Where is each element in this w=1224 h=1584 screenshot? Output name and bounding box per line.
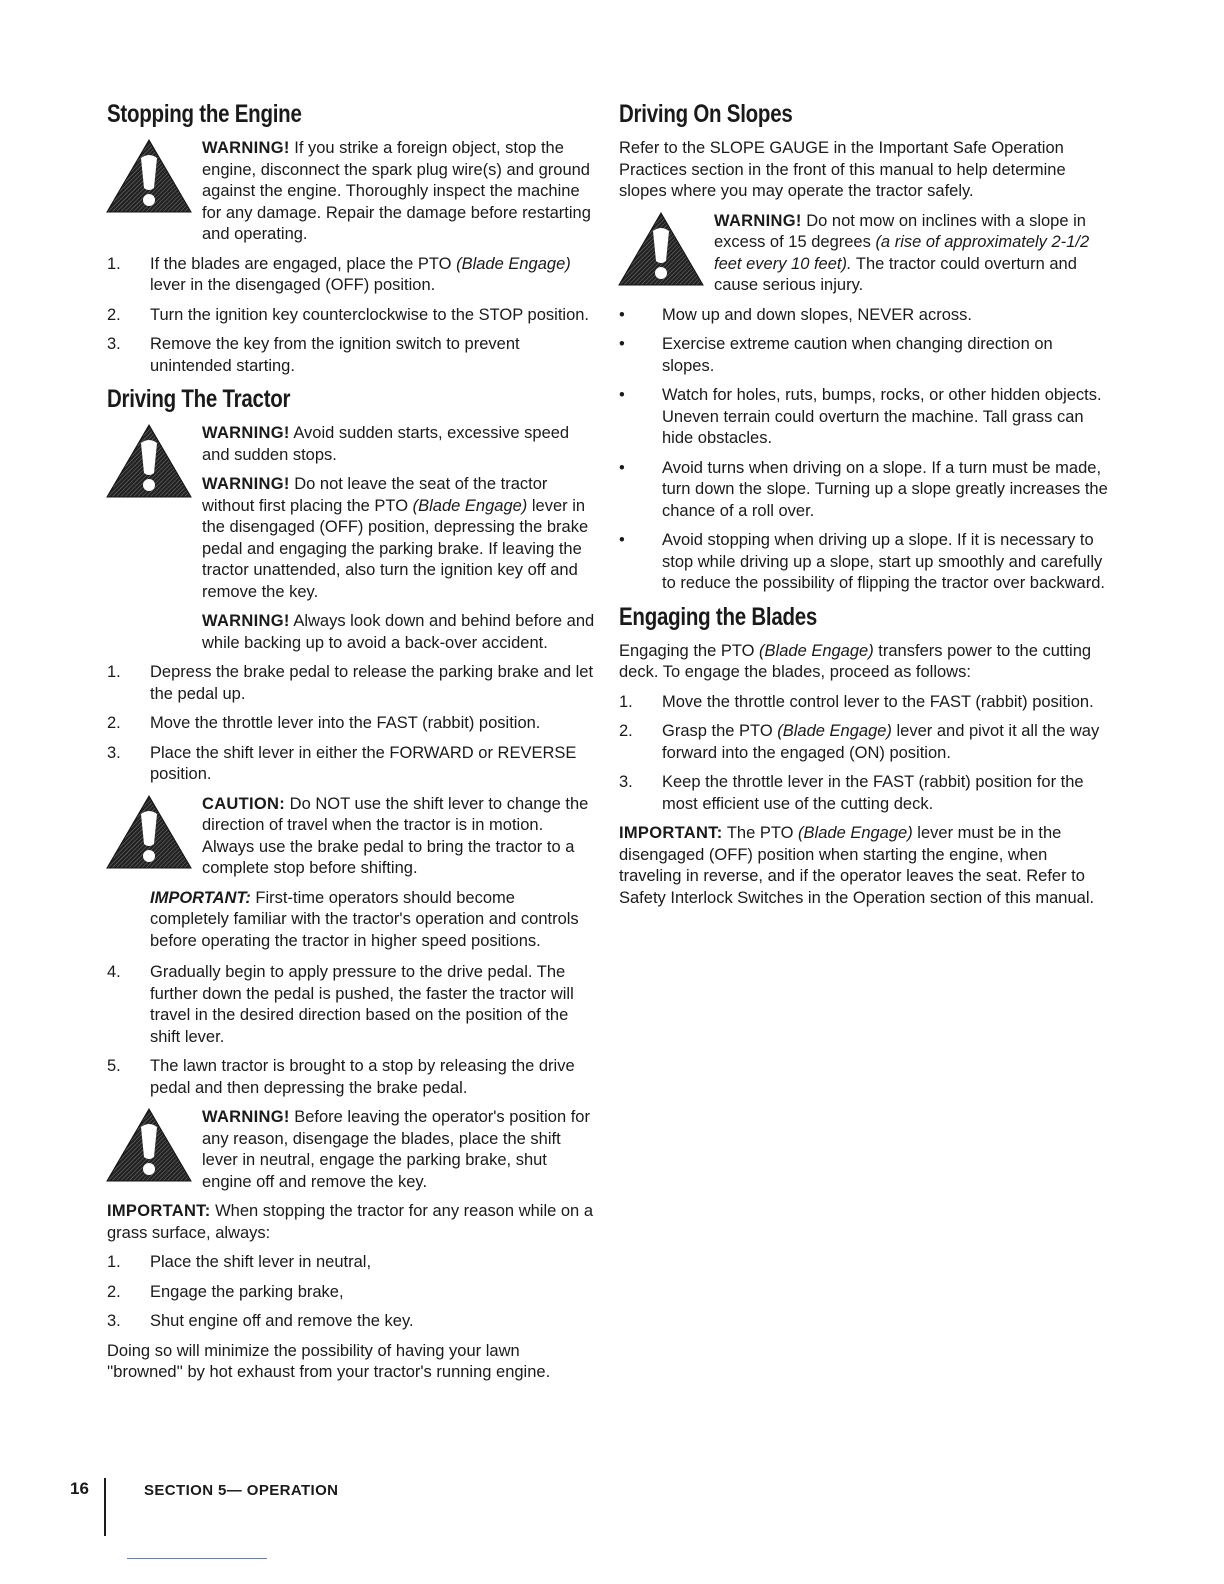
bullet-text: Avoid stopping when driving up a slope. If it is necessary to stop while driving up a slope, start up smoothly and carefully to reduce the possibility of flipping the tractor over backward. (662, 531, 1105, 592)
step-text: Keep the throttle lever in the FAST (rabbit) position for the most efficient use of the cutting deck. (662, 773, 1084, 813)
list-item (619, 772, 1109, 815)
bullet-text: Exercise extreme caution when changing direction on slopes. (662, 335, 1053, 375)
step-number: 2. (107, 714, 121, 732)
warning-label: WARNING! (714, 211, 802, 230)
step-number: 3. (619, 773, 633, 791)
warning-paragraph (714, 211, 1109, 297)
warning-paragraph (202, 611, 595, 654)
warning-emphasis: (a rise of approximately 2-1/2 feet every 10 feet). (714, 233, 1090, 273)
bottom-rule (127, 1558, 267, 1559)
step-text: Place the shift lever in neutral, (150, 1253, 372, 1271)
list-item (107, 1252, 595, 1274)
heading-driving-tractor: Driving The Tractor (107, 385, 291, 413)
step-text: Move the throttle control lever to the FAST (rabbit) position. (662, 692, 1094, 711)
step-text: lever in the disengaged (OFF) position. (150, 276, 436, 294)
bullet-mark: • (619, 305, 625, 324)
important-note (107, 1201, 595, 1244)
warning-emphasis: (Blade Engage) (412, 496, 528, 515)
step-number: 3. (107, 335, 121, 353)
list-item (107, 743, 595, 786)
important-label: IMPORTANT: (619, 824, 723, 842)
step-text: The lawn tractor is brought to a stop by releasing the drive pedal and then depressing the brake pedal. (150, 1057, 575, 1097)
right-column (619, 100, 1109, 917)
warning-text: lever in the disengaged (OFF) position, depressing the brake pedal and engaging the parking brake. If leaving the tractor unattended, also turn the ignition key off and remove the key. (202, 496, 589, 601)
step-number: 1. (107, 663, 121, 681)
step-text: Place the shift lever in either the FORWARD or REVERSE position. (150, 743, 577, 783)
list-item (107, 334, 595, 377)
step-text: Move the throttle lever into the FAST (rabbit) position. (150, 714, 541, 732)
slopes-bullets (619, 305, 1109, 595)
bullet-mark: • (619, 531, 625, 549)
step-text: Shut engine off and remove the key. (150, 1312, 414, 1330)
step-number: 2. (107, 305, 121, 324)
grass-steps (107, 1252, 595, 1333)
list-item (619, 334, 1109, 377)
warning-triangle-icon (105, 794, 193, 870)
step-text: Grasp the PTO (662, 722, 778, 740)
warning-label: WARNING! (202, 424, 290, 442)
bullet-text: Watch for holes, ruts, bumps, rocks, or other hidden objects. Uneven terrain could overturn the machine. Tall grass can hide obstacles. (662, 386, 1102, 447)
important-label: IMPORTANT: (107, 1202, 211, 1220)
important-text: lever must be in the disengaged (OFF) position when starting the engine, when traveling in reverse, and if the operator leaves the seat. Refer to Safety Interlock Switches in the Operation section of this manual. (619, 824, 1095, 907)
footer-divider (104, 1478, 106, 1536)
important-label: IMPORTANT: (150, 888, 251, 907)
heading-engaging-blades: Engaging the Blades (619, 602, 818, 631)
intro-text: Engaging the PTO (619, 641, 760, 660)
warning-block (107, 423, 595, 654)
warning-label: WARNING! (202, 1108, 290, 1126)
important-note (107, 888, 595, 953)
list-item (107, 1282, 595, 1304)
list-item (619, 692, 1109, 714)
warning-paragraph (202, 474, 595, 603)
warning-text: Avoid sudden starts, excessive speed and sudden stops. (202, 424, 570, 464)
step-number: 1. (107, 254, 121, 273)
warning-block (107, 1107, 595, 1193)
bullet-mark: • (619, 458, 625, 477)
warning-label: WARNING! (202, 139, 290, 157)
heading-driving-slopes: Driving On Slopes (619, 100, 793, 128)
warning-triangle-icon (105, 423, 193, 499)
step-text: Depress the brake pedal to release the parking brake and let the pedal up. (150, 663, 594, 703)
stop-steps (107, 254, 595, 378)
step-number: 3. (107, 743, 121, 762)
slopes-intro: Refer to the SLOPE GAUGE in the Important Safe Operation Practices section in the front of this manual to help determine slopes where you may operate the tractor safely. (619, 139, 1066, 200)
warning-block (107, 138, 595, 246)
left-column (107, 100, 595, 1392)
warning-paragraph (202, 423, 595, 466)
list-item (107, 1311, 595, 1333)
warning-triangle-icon (617, 211, 705, 287)
bullet-mark: • (619, 386, 625, 404)
step-emphasis: (Blade Engage) (777, 722, 892, 740)
step-text: Turn the ignition key counterclockwise to the STOP position. (150, 305, 590, 324)
step-text: Gradually begin to apply pressure to the drive pedal. The further down the pedal is pushed, the faster the tractor will travel in the desired direction based on the position of the shift lever. (150, 963, 574, 1046)
step-number: 1. (619, 692, 633, 711)
warning-text: If you strike a foreign object, stop the engine, disconnect the spark plug wire(s) and ground against the engine. Thoroughly inspect the machine for any damage. Repair the damage before restarting and operating. (202, 139, 591, 243)
list-item (107, 305, 595, 327)
warning-block (619, 211, 1109, 297)
step-number: 1. (107, 1253, 121, 1271)
caution-text: Do NOT use the shift lever to change the direction of travel when the tractor is in motion. Always use the brake pedal to bring the tractor to a complete stop before shifting. (202, 794, 589, 877)
step-number: 4. (107, 963, 121, 981)
step-number: 2. (107, 1282, 121, 1301)
step-text: Remove the key from the ignition switch to prevent unintended starting. (150, 335, 520, 375)
list-item (619, 458, 1109, 523)
step-number: 3. (107, 1312, 121, 1330)
step-number: 2. (619, 722, 633, 740)
bullet-text: Mow up and down slopes, NEVER across. (662, 305, 972, 324)
list-item (107, 662, 595, 705)
warning-text: Before leaving the operator's position for any reason, disengage the blades, place the shift lever in neutral, engage the parking brake, shut engine off and remove the key. (202, 1108, 590, 1191)
caution-label: CAUTION: (202, 794, 286, 813)
heading-stopping-engine: Stopping the Engine (107, 100, 302, 128)
list-item (107, 254, 595, 297)
blades-steps (619, 692, 1109, 816)
warning-text: Do not mow on inclines with a slope in excess of 15 degrees (714, 211, 1086, 251)
warning-label: WARNING! (202, 612, 290, 630)
list-item (619, 721, 1109, 764)
step-number: 5. (107, 1057, 121, 1075)
warning-paragraph (202, 138, 595, 246)
important-text: The PTO (726, 824, 799, 842)
list-item (619, 385, 1109, 450)
important-text: When stopping the tractor for any reason while on a grass surface, always: (107, 1202, 593, 1242)
bullet-text: Avoid turns when driving on a slope. If a turn must be made, turn down the slope. Turning up a slope greatly increases the chance of a roll over. (662, 458, 1108, 520)
page-number: 16 (70, 1479, 89, 1498)
important-emphasis: (Blade Engage) (798, 824, 913, 842)
step-text: If the blades are engaged, place the PTO (150, 254, 457, 273)
warning-label: WARNING! (202, 475, 290, 493)
warning-text: Do not leave the seat of the tractor without first placing the PTO (202, 475, 548, 515)
caution-paragraph (202, 794, 595, 880)
bullet-mark: • (619, 335, 625, 353)
warning-triangle-icon (105, 1107, 193, 1183)
list-item (107, 1056, 595, 1099)
list-item (107, 962, 595, 1048)
important-text: First-time operators should become completely familiar with the tractor's operation and controls before operating the tractor in higher speed positions. (150, 888, 579, 950)
drive-steps (107, 662, 595, 786)
step-emphasis: (Blade Engage) (456, 254, 571, 273)
warning-text: The tractor could overturn and cause serious injury. (714, 254, 1077, 294)
closing-paragraph: Doing so will minimize the possibility of having your lawn ''browned'' by hot exhaust from your tractor's running engine. (107, 1341, 551, 1381)
intro-text: transfers power to the cutting deck. To engage the blades, proceed as follows: (619, 641, 1092, 681)
intro-emphasis: (Blade Engage) (759, 641, 874, 660)
blades-intro (619, 641, 1109, 684)
warning-paragraph (202, 1107, 595, 1193)
list-item (619, 530, 1109, 595)
list-item (107, 713, 595, 735)
warning-text: Always look down and behind before and while backing up to avoid a back-over accident. (202, 612, 595, 652)
list-item (619, 305, 1109, 327)
warning-triangle-icon (105, 138, 193, 214)
important-note (619, 823, 1109, 909)
caution-block (107, 794, 595, 880)
drive-steps-continued (107, 962, 595, 1099)
section-label: SECTION 5— OPERATION (144, 1482, 339, 1499)
step-text: Engage the parking brake, (150, 1282, 344, 1301)
step-text: lever and pivot it all the way forward into the engaged (ON) position. (662, 722, 1100, 762)
